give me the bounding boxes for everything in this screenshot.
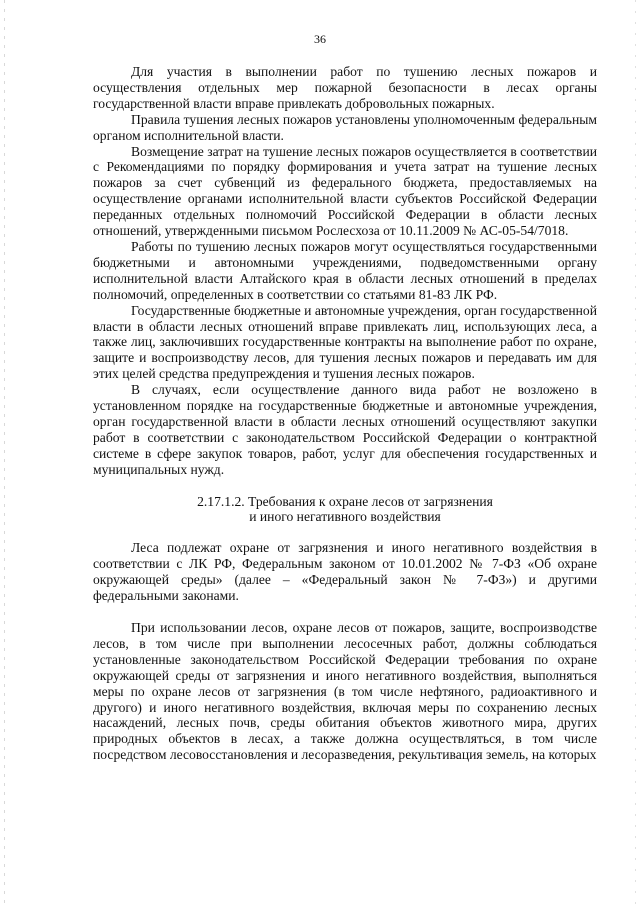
page-number: 36 xyxy=(314,32,326,46)
scan-edge-left xyxy=(4,0,5,905)
paragraph: При использовании лесов, охране лесов от пожаров, защите, воспроизводстве лесов, в том числе при выполнении лесосечных работ, должны соблюдаться установленные законодательством Российской Федерации требования по охране окружающей среды от загрязнения и иного негативного воздействия, выполняться меры по охране лесов от загрязнения (в том числе нефтяного, радиоактивного и другого) и иного негативного воздействия, включая меры по сохранению лесных насаждений, лесных почв, среды обитания объектов животного мира, других природных объектов в лесах, а также должна осуществляться, в том числе посредством лесовосстановления и лесоразведения, рекультивация земель, на которых xyxy=(93,620,597,763)
section-heading-line-1: 2.17.1.2. Требования к охране лесов от загрязнения xyxy=(197,493,493,509)
page-body xyxy=(93,64,597,763)
scan-edge-right xyxy=(635,0,636,905)
paragraph: Для участия в выполнении работ по тушению лесных пожаров и осуществления отдельных мер пожарной безопасности в лесах органы государственной власти вправе привлекать добровольных пожарных. xyxy=(93,64,597,111)
paragraph: Правила тушения лесных пожаров установлены уполномоченным федеральным органом исполнительной власти. xyxy=(93,111,597,143)
paragraph: Работы по тушению лесных пожаров могут осуществляться государственными бюджетными и автономными учреждениями, подведомственными органу исполнительной власти Алтайского края в области лесных отношений в пределах полномочий, определенных в соответствии со статьями 81-83 ЛК РФ. xyxy=(93,238,597,302)
paragraph: Леса подлежат охране от загрязнения и иного негативного воздействия в соответствии с ЛК РФ, Федеральным законом от 10.01.2002 № 7-ФЗ «Об охране окружающей среды» (далее – «Федеральный закон № 7-ФЗ») и другими федеральными законами. xyxy=(93,540,597,604)
section-heading-line-2: и иного негативного воздействия xyxy=(249,509,441,525)
paragraph: В случаях, если осуществление данного вида работ не возложено в установленном порядке на государственные бюджетные и автономные учреждения, орган государственной власти в области лесных отношений осуществляют закупки работ в соответствии с законодательством Российской Федерации о контрактной системе в сфере закупок товаров, работ, услуг для обеспечения государственных и муниципальных нужд. xyxy=(93,382,597,477)
paragraph: Возмещение затрат на тушение лесных пожаров осуществляется в соответствии с Рекомендациями по порядку формирования и учета затрат на тушение лесных пожаров за счет субвенций из федерального бюджета, предоставляемых на осуществление органами исполнительной власти субъектов Российской Федерации переданных отдельных полномочий Российской Федерации в области лесных отношений, утвержденными письмом Рослесхоза от 10.11.2009 № АС-05-54/7018. xyxy=(93,143,597,239)
section-heading xyxy=(93,494,597,526)
paragraph: Государственные бюджетные и автономные учреждения, орган государственной власти в области лесных отношений вправе привлекать лиц, использующих леса, а также лиц, заключивших государственные контракты на выполнение работ по охране, защите и воспроизводству лесов, для тушения лесных пожаров и передавать им для этих целей средства предупреждения и тушения лесных пожаров. xyxy=(93,302,597,382)
